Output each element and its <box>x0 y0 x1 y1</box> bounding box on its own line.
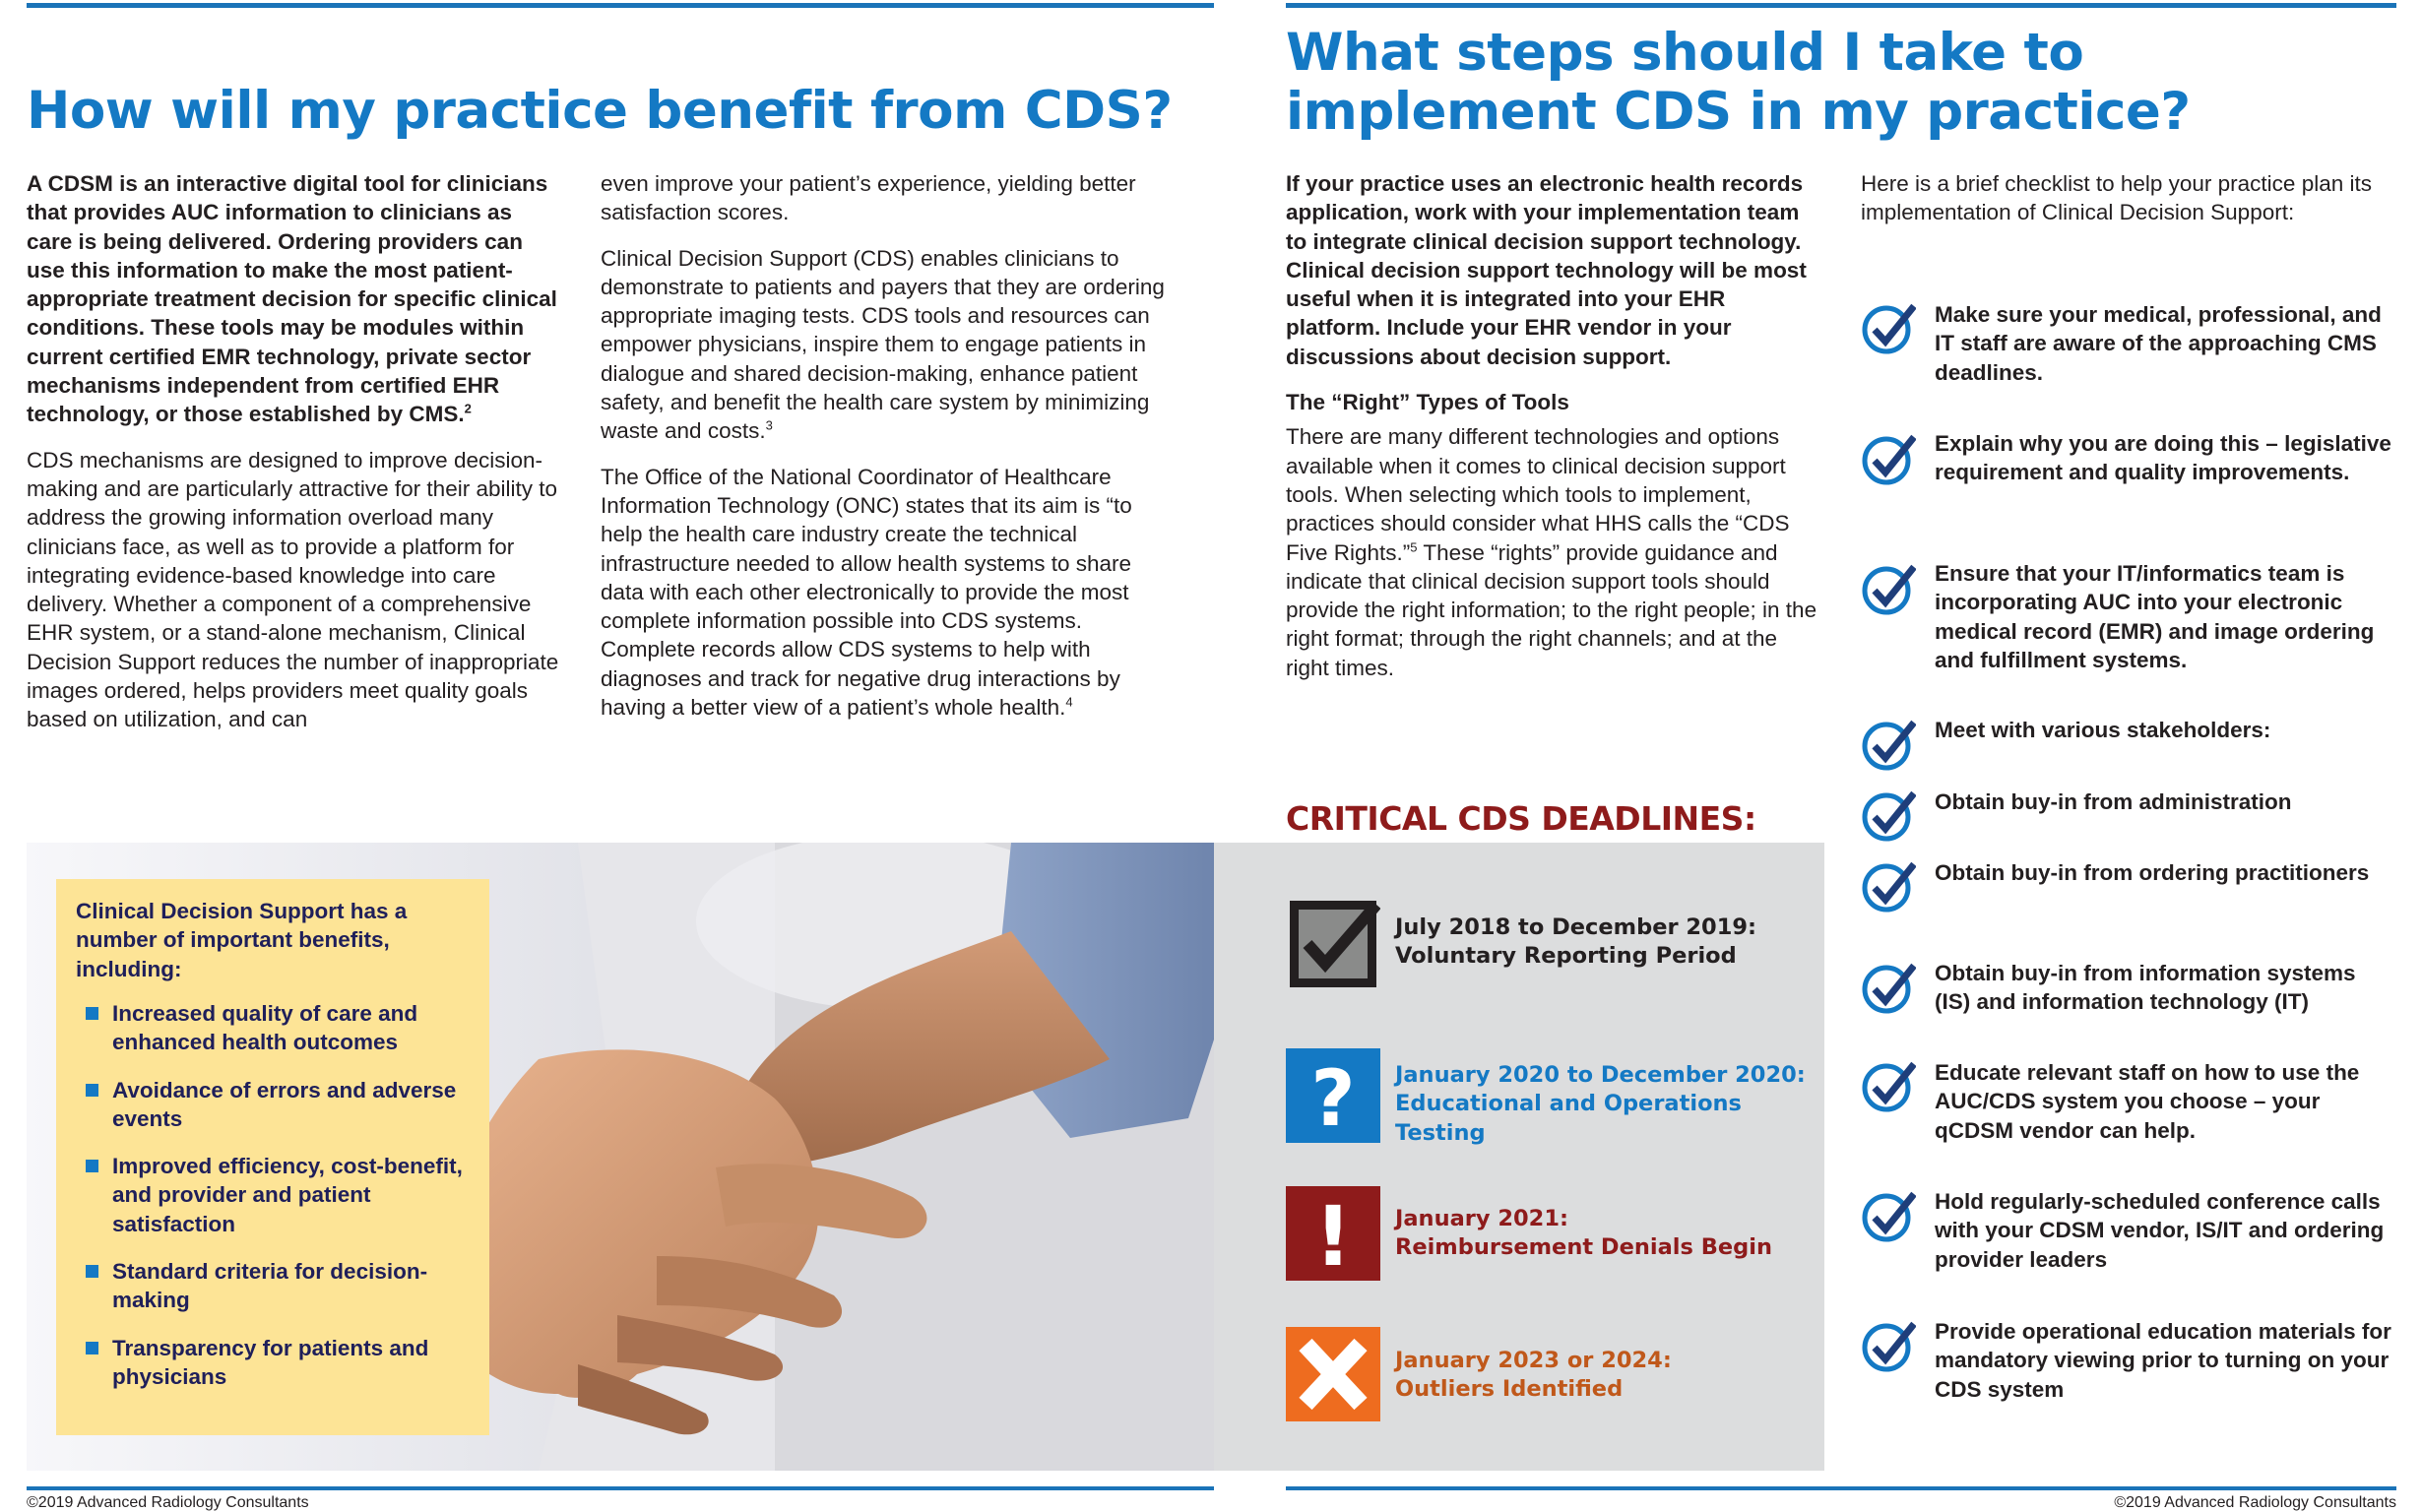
cds-enables-paragraph <box>601 244 1172 446</box>
checklist-item: Provide operational education materials for mandatory viewing prior to turning on your CDS system <box>1935 1319 2391 1402</box>
checklist-item: Obtain buy-in from administration <box>1935 789 2292 814</box>
checklist-item: Hold regularly-scheduled conference calls with your CDSM vendor, IS/IT and ordering provider leaders <box>1935 1189 2385 1272</box>
svg-text:!: ! <box>1313 1188 1353 1281</box>
benefit-item: Avoidance of errors and adverse events <box>86 1076 479 1134</box>
footnote-ref: 2 <box>464 401 472 416</box>
bottom-rule-left <box>27 1486 1214 1490</box>
onc-paragraph <box>601 463 1172 723</box>
right-heading-line-1: What steps should I take to <box>1286 23 2084 83</box>
left-column-2 <box>601 169 1172 738</box>
onc-text: The Office of the National Coordinator of Healthcare Information Technology (ONC) states that its aim is “to help the health care industry create the technical infrastructure needed to allow health systems to share data with each other electronically to provide the most complete information possible into CDS systems. Complete records allow CDS systems to help with diagnoses and track for negative drug interactions by having a better view of a patient’s whole health. <box>601 464 1132 721</box>
footer-copyright-left: ©2019 Advanced Radiology Consultants <box>27 1494 309 1511</box>
ehr-paragraph: If your practice uses an electronic health records application, work with your implementation team to integrate clinical decision support technology. Clinical decision support technology will be most useful when it is integrated into your EHR platform. Include your EHR vendor in your discussions about decision support. <box>1286 171 1807 369</box>
checklist-item: Educate relevant staff on how to use the AUC/CDS system you choose – your qCDSM vendor can help. <box>1935 1060 2360 1143</box>
deadline-date: January 2023 or 2024: <box>1395 1348 1672 1373</box>
checklist-item: Explain why you are doing this – legislative requirement and quality improvements. <box>1935 431 2391 485</box>
checklist-intro: Here is a brief checklist to help your practice plan its implementation of Clinical Decision Support: <box>1861 171 2372 225</box>
checklist-item: Obtain buy-in from information systems (IS) and information technology (IT) <box>1935 961 2356 1015</box>
deadline-label: Voluntary Reporting Period <box>1395 943 1737 970</box>
checkmark-icon <box>1861 788 1916 843</box>
left-column-1 <box>27 169 563 751</box>
checklist-item: Obtain buy-in from ordering practitioners <box>1935 860 2370 885</box>
deadline-label: Outliers Identified <box>1395 1376 1624 1403</box>
checklist-item: Meet with various stakeholders: <box>1935 718 2271 742</box>
deadlines-panel <box>1214 843 1824 1471</box>
deadlines-heading: CRITICAL CDS DEADLINES: <box>1286 799 1756 838</box>
deadline-date: January 2020 to December 2020: <box>1395 1062 1806 1088</box>
right-heading-line-2: implement CDS in my practice? <box>1286 82 2191 142</box>
deadline-item-3 <box>1395 1205 1772 1263</box>
checkmark-icon <box>1861 1058 1916 1113</box>
checkmark-icon <box>1861 717 1916 772</box>
svg-text:?: ? <box>1310 1055 1356 1143</box>
checkmark-icon <box>1861 300 1916 355</box>
benefit-item: Increased quality of care and enhanced health outcomes <box>86 999 479 1057</box>
cds-mechanisms-paragraph: CDS mechanisms are designed to improve decision-making and are particularly attractive for their ability to address the growing information overload many clinicians face, as well as to provide a platform for integrating evidence-based knowledge into care delivery. Whether a component of a comprehensive EHR system, or a stand-alone mechanism, Clinical Decision Support reduces the number of inappropriate images ordered, helps providers meet quality goals based on utilization, and can <box>27 447 559 732</box>
deadline-item-2 <box>1395 1061 1824 1148</box>
right-tools-subheading: The “Right” Types of Tools <box>1286 390 1569 415</box>
benefit-item: Standard criteria for decision-making <box>86 1257 479 1315</box>
five-rights-paragraph <box>1286 422 1822 682</box>
top-rule-left <box>27 3 1214 8</box>
top-rule-right <box>1286 3 2396 8</box>
checkmark-icon <box>1861 960 1916 1015</box>
benefit-item: Transparency for patients and physicians <box>86 1334 479 1392</box>
cds-enables-text: Clinical Decision Support (CDS) enables clinicians to demonstrate to patients and payers that they are ordering appropriate imaging tests. CDS tools and resources can empower physicians, inspire them to engage patients in dialogue and shared decision-making, enhance patient safety, and benefit the health care system by minimizing waste and costs. <box>601 245 1165 444</box>
footnote-ref: 3 <box>765 417 773 433</box>
checkmark-icon <box>1861 858 1916 914</box>
x-icon <box>1286 1327 1380 1421</box>
footnote-ref: 4 <box>1065 694 1073 710</box>
benefits-list <box>86 999 479 1410</box>
footnote-ref: 5 <box>1410 539 1418 555</box>
question-icon <box>1286 1048 1380 1143</box>
exclamation-icon <box>1286 1186 1380 1281</box>
checklist-item: Ensure that your IT/informatics team is incorporating AUC into your electronic medical record (EMR) and image ordering and fulfillment systems. <box>1935 561 2375 672</box>
patient-experience-paragraph: even improve your patient’s experience, yielding better satisfaction scores. <box>601 171 1136 225</box>
checkmark-icon <box>1861 1188 1916 1243</box>
bottom-rule-right <box>1286 1486 2396 1490</box>
deadline-date: January 2021: <box>1395 1206 1568 1231</box>
benefit-item: Improved efficiency, cost-benefit, and provider and patient satisfaction <box>86 1152 479 1238</box>
deadline-date: July 2018 to December 2019: <box>1395 914 1756 940</box>
checkbox-icon <box>1286 897 1380 991</box>
five-rights-text-a: There are many different technologies and options available when it comes to clinical decision support tools. When selecting which tools to implement, practices should consider what HHS calls the “CDS Five Rights.” <box>1286 424 1790 565</box>
deadline-item-1 <box>1395 914 1756 972</box>
deadline-label: Reimbursement Denials Begin <box>1395 1234 1772 1261</box>
footer-copyright-right: ©2019 Advanced Radiology Consultants <box>2114 1494 2396 1511</box>
left-heading: How will my practice benefit from CDS? <box>27 81 1173 141</box>
benefits-box <box>56 879 489 1435</box>
checkmark-icon <box>1861 561 1916 616</box>
checklist-item: Make sure your medical, professional, and IT staff are aware of the approaching CMS deadlines. <box>1935 302 2382 385</box>
right-column-3 <box>1286 169 1822 699</box>
checkmark-icon <box>1861 431 1916 486</box>
deadline-item-4 <box>1395 1347 1672 1405</box>
cdsm-intro-paragraph <box>27 169 563 429</box>
five-rights-text-b: These “rights” provide guidance and indicate that clinical decision support tools should provide the right information; to the right people; in the right format; through the right channels; and at the right times. <box>1286 539 1817 680</box>
checkmark-icon <box>1861 1318 1916 1373</box>
cdsm-intro-text: A CDSM is an interactive digital tool for clinicians that provides AUC information to clinicians as care is being delivered. Ordering providers can use this information to make the most patient-appropriate treatment decision for specific clinical conditions. These tools may be modules within current certified EMR technology, private sector mechanisms independent from certified EHR technology, or those established by CMS. <box>27 171 557 427</box>
deadline-label: Educational and Operations Testing <box>1395 1091 1742 1146</box>
benefits-intro: Clinical Decision Support has a number of important benefits, including: <box>76 899 408 981</box>
